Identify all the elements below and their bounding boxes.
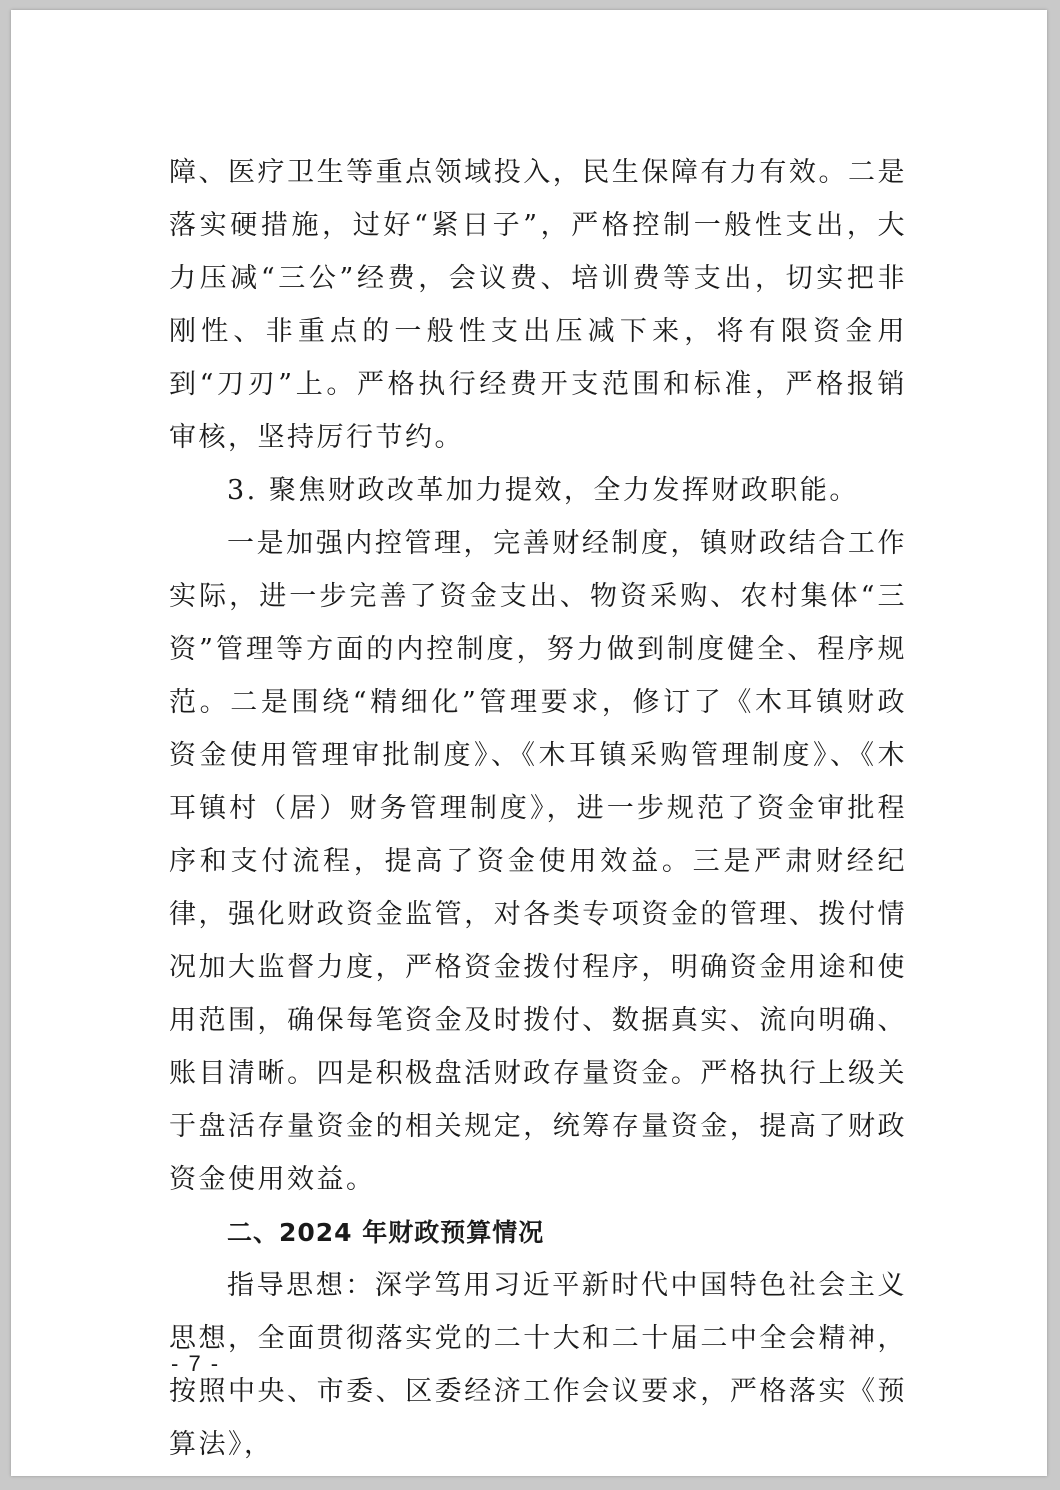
page-number: - 7 - xyxy=(171,1351,221,1376)
document-body xyxy=(169,146,907,1471)
paragraph-livelihood-continuation: 障、医疗卫生等重点领域投入，民生保障有力有效。二是落实硬措施，过好“紧日子”，严格控制一般性支出，大力压减“三公”经费，会议费、培训费等支出，切实把非刚性、非重点的一般性支出压减下来，将有限资金用到“刀刃”上。严格执行经费开支范围和标准，严格报销审核，坚持厉行节约。 xyxy=(169,157,907,453)
document-page xyxy=(11,10,1047,1476)
paragraph-guiding-ideology: 指导思想：深学笃用习近平新时代中国特色社会主义思想，全面贯彻落实党的二十大和二十届二中全会精神，按照中央、市委、区委经济工作会议要求，严格落实《预算法》， xyxy=(169,1270,907,1460)
subheading-fiscal-reform: 3. 聚焦财政改革加力提效，全力发挥财政职能。 xyxy=(227,475,859,506)
paragraph-internal-control: 一是加强内控管理，完善财经制度，镇财政结合工作实际，进一步完善了资金支出、物资采购、农村集体“三资”管理等方面的内控制度，努力做到制度健全、程序规范。二是围绕“精细化”管理要求，修订了《木耳镇财政资金使用管理审批制度》、《木耳镇采购管理制度》、《木耳镇村（居）财务管理制度》，进一步规范了资金审批程序和支付流程，提高了资金使用效益。三是严肃财经纪律，强化财政资金监管，对各类专项资金的管理、拨付情况加大监督力度，严格资金拨付程序，明确资金用途和使用范围，确保每笔资金及时拨付、数据真实、流向明确、账目清晰。四是积极盘活财政存量资金。严格执行上级关于盘活存量资金的相关规定，统筹存量资金，提高了财政资金使用效益。 xyxy=(169,528,907,1195)
section-heading-2024-budget: 二、2024 年财政预算情况 xyxy=(227,1218,545,1247)
